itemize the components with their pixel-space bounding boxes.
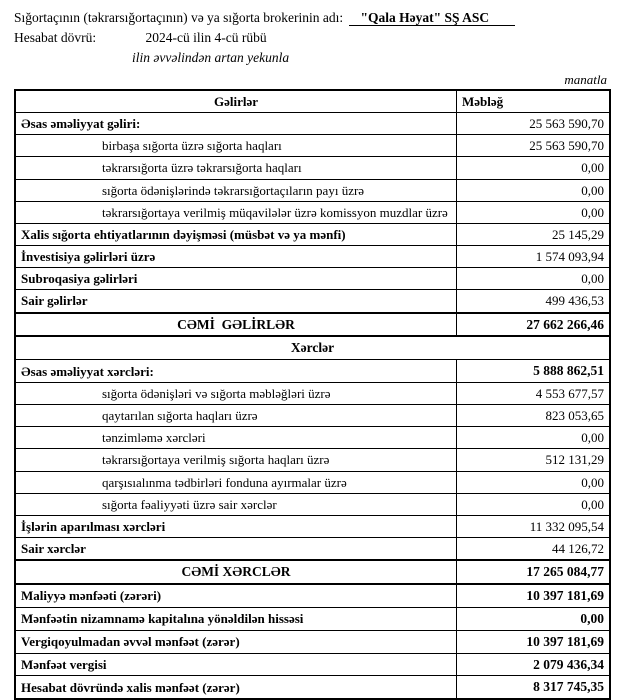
row-value: 25 563 590,70 xyxy=(457,113,611,135)
row-value: 5 888 862,51 xyxy=(457,360,611,383)
table-row xyxy=(15,427,610,449)
report-period-line xyxy=(14,28,611,48)
row-label: Sair gəlirlər xyxy=(15,290,457,313)
table-row xyxy=(15,223,610,245)
currency-unit: manatla xyxy=(564,72,607,87)
income-statement-table xyxy=(14,89,611,700)
table-row xyxy=(15,607,610,630)
row-label: CƏMİ GƏLİRLƏR xyxy=(15,313,457,337)
row-label: Subroqasiya gəlirləri xyxy=(15,268,457,290)
table-row xyxy=(15,584,610,607)
insurer-name-value: "Qala Həyat" SŞ ASC xyxy=(349,10,516,26)
row-label: Xalis sığorta ehtiyatlarının dəyişməsi (müsbət və ya mənfi) xyxy=(15,223,457,245)
row-label: İşlərin aparılması xərcləri xyxy=(15,515,457,537)
table-row xyxy=(15,201,610,223)
row-value: 17 265 084,77 xyxy=(457,560,611,584)
row-value: 10 397 181,69 xyxy=(457,584,611,607)
row-value: 499 436,53 xyxy=(457,290,611,313)
report-period-label: Hesabat dövrü: xyxy=(14,30,97,45)
table-row xyxy=(15,157,610,179)
table-header-row xyxy=(15,90,610,113)
total-row xyxy=(15,313,610,337)
row-label: Əsas əməliyyat xərcləri: xyxy=(15,360,457,383)
row-value: 27 662 266,46 xyxy=(457,313,611,337)
column-header-gelirler: Gəlirlər xyxy=(15,90,457,113)
row-label: İnvestisiya gəlirləri üzrə xyxy=(15,246,457,268)
row-label: CƏMİ XƏRCLƏR xyxy=(15,560,457,584)
row-label: Maliyyə mənfəəti (zərəri) xyxy=(15,584,457,607)
insurer-name-label: Sığortaçının (təkrarsığortaçının) və ya sığorta brokerinin adı: xyxy=(14,10,344,25)
total-row xyxy=(15,560,610,584)
row-label: qarşısıalınma tədbirləri fonduna ayırmalar üzrə xyxy=(15,471,457,493)
table-row xyxy=(15,268,610,290)
row-value: 2 079 436,34 xyxy=(457,653,611,676)
table-row xyxy=(15,449,610,471)
row-label: Əsas əməliyyat gəliri: xyxy=(15,113,457,135)
row-value: 1 574 093,94 xyxy=(457,246,611,268)
row-label: Mənfəət vergisi xyxy=(15,653,457,676)
row-label: tənzimləmə xərcləri xyxy=(15,427,457,449)
row-label: Xərclər xyxy=(15,336,610,359)
row-value: 25 563 590,70 xyxy=(457,135,611,157)
row-label: sığorta ödənişlərində təkrarsığortaçıların payı üzrə xyxy=(15,179,457,201)
cumulative-note: ilin əvvəlindən artan yekunla xyxy=(132,50,290,65)
row-label: Hesabat dövründə xalis mənfəət (zərər) xyxy=(15,676,457,699)
row-label: sığorta ödənişləri və sığorta məbləğləri üzrə xyxy=(15,383,457,405)
row-value: 10 397 181,69 xyxy=(457,630,611,653)
table-row xyxy=(15,246,610,268)
row-label: Vergiqoyulmadan əvvəl mənfəət (zərər) xyxy=(15,630,457,653)
table-row xyxy=(15,653,610,676)
table-row xyxy=(15,676,610,699)
income-table-body xyxy=(15,113,610,699)
report-header xyxy=(14,8,611,87)
row-value: 25 145,29 xyxy=(457,223,611,245)
table-row xyxy=(15,515,610,537)
row-value: 823 053,65 xyxy=(457,405,611,427)
table-row xyxy=(15,179,610,201)
row-value: 8 317 745,35 xyxy=(457,676,611,699)
table-row xyxy=(15,493,610,515)
row-label: təkrarsığorta üzrə təkrarsığorta haqları xyxy=(15,157,457,179)
row-value: 0,00 xyxy=(457,427,611,449)
table-row xyxy=(15,471,610,493)
row-label: sığorta fəaliyyəti üzrə sair xərclər xyxy=(15,493,457,515)
section-row xyxy=(15,336,610,359)
table-row xyxy=(15,113,610,135)
table-row xyxy=(15,360,610,383)
table-row xyxy=(15,538,610,561)
row-value: 44 126,72 xyxy=(457,538,611,561)
row-label: Mənfəətin nizamnamə kapitalına yönəldilən hissəsi xyxy=(15,607,457,630)
table-row xyxy=(15,135,610,157)
row-value: 0,00 xyxy=(457,493,611,515)
row-value: 0,00 xyxy=(457,607,611,630)
table-row xyxy=(15,405,610,427)
insurer-name-line xyxy=(14,8,611,28)
column-header-mebleg: Məbləğ xyxy=(457,90,611,113)
row-value: 0,00 xyxy=(457,157,611,179)
row-value: 0,00 xyxy=(457,201,611,223)
table-row xyxy=(15,290,610,313)
row-label: təkrarsığortaya verilmiş sığorta haqları üzrə xyxy=(15,449,457,471)
row-label: qaytarılan sığorta haqları üzrə xyxy=(15,405,457,427)
row-label: Sair xərclər xyxy=(15,538,457,561)
row-label: birbaşa sığorta üzrə sığorta haqları xyxy=(15,135,457,157)
row-value: 0,00 xyxy=(457,268,611,290)
row-value: 4 553 677,57 xyxy=(457,383,611,405)
row-value: 0,00 xyxy=(457,179,611,201)
row-value: 512 131,29 xyxy=(457,449,611,471)
row-label: təkrarsığortaya verilmiş müqavilələr üzrə komissyon muzdlar üzrə xyxy=(15,201,457,223)
row-value: 0,00 xyxy=(457,471,611,493)
table-row xyxy=(15,383,610,405)
row-value: 11 332 095,54 xyxy=(457,515,611,537)
table-row xyxy=(15,630,610,653)
report-period-value: 2024-cü ilin 4-cü rübü xyxy=(145,30,267,45)
